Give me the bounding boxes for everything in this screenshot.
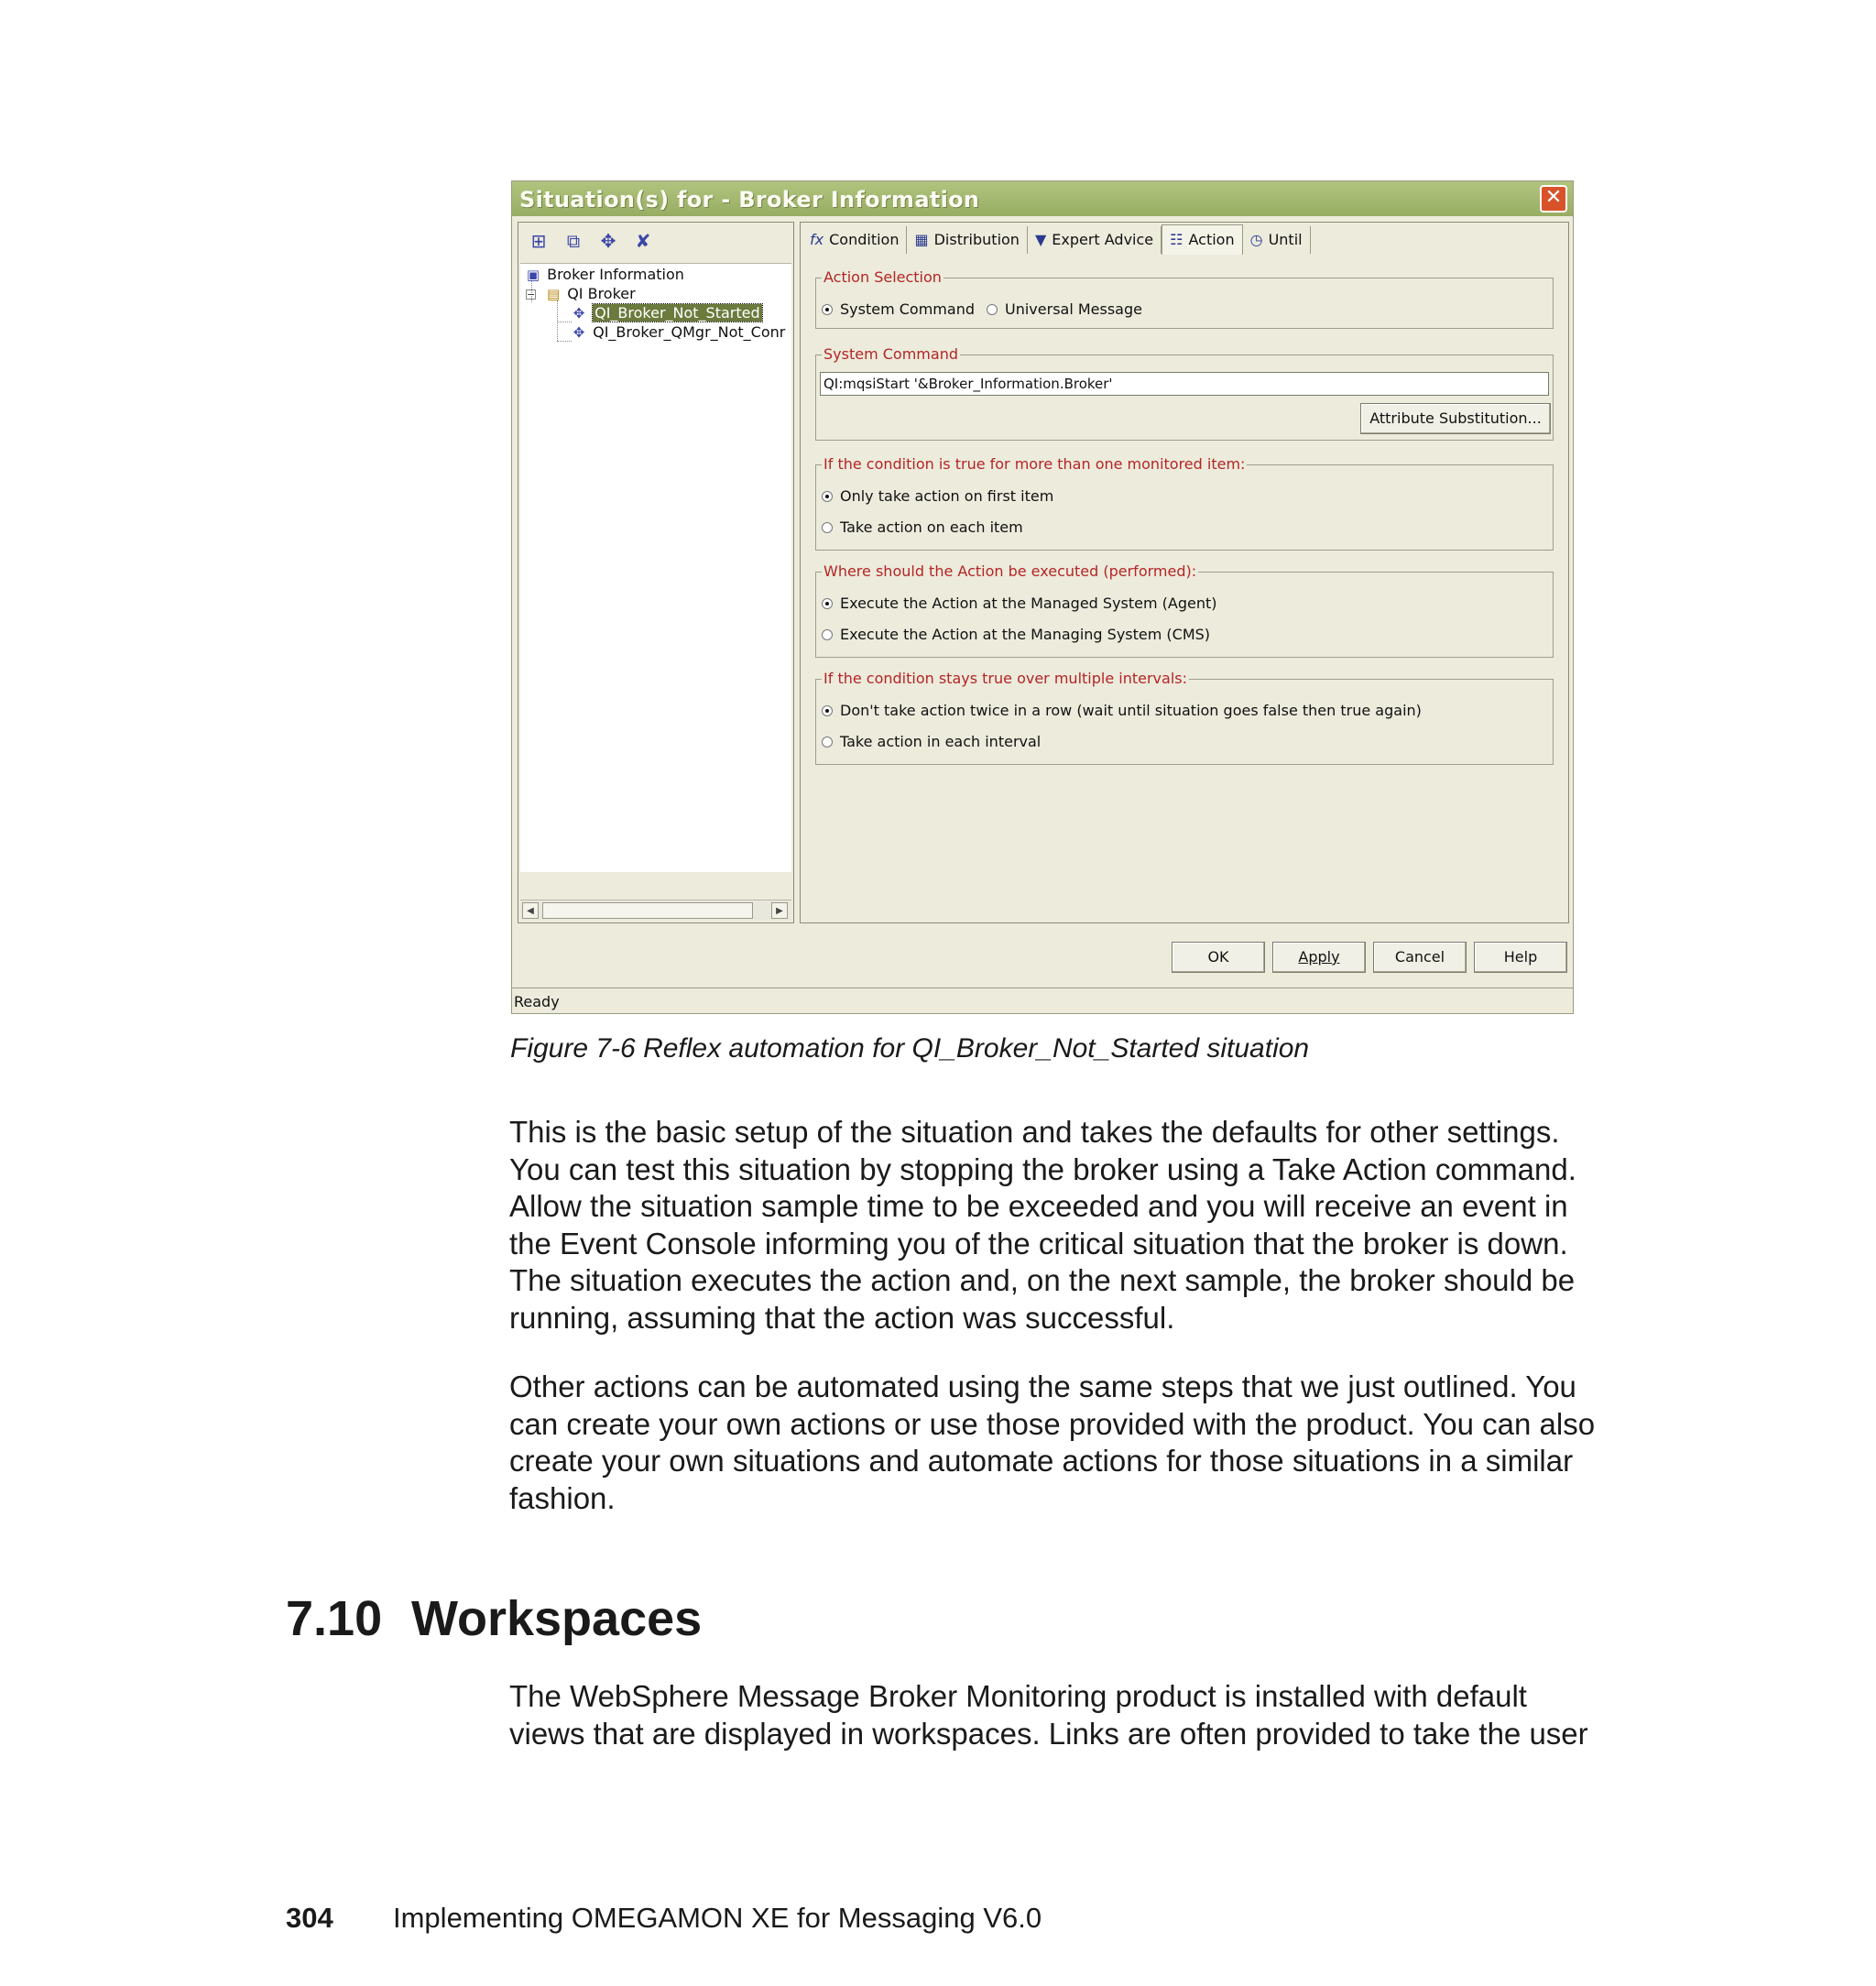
radio-indicator[interactable]: [822, 737, 833, 747]
scroll-right-icon[interactable]: ▶: [771, 902, 788, 919]
section-number: 7.10: [286, 1591, 383, 1646]
tab-label: Action: [1188, 231, 1235, 248]
copy-situation-icon[interactable]: ⧉: [566, 230, 581, 252]
tree-root[interactable]: [524, 266, 684, 284]
tab-expert-advice[interactable]: [1028, 226, 1162, 254]
scroll-thumb[interactable]: [542, 902, 753, 919]
situation-icon: ✥: [573, 305, 585, 322]
text-line: Allow the situation sample time to be exceeded and you will receive an event in: [509, 1189, 1568, 1224]
situation-icon: ✥: [573, 324, 585, 341]
radio-label: Don't take action twice in a row (wait until situation goes false then true again): [840, 702, 1422, 719]
radio-indicator[interactable]: [822, 522, 833, 533]
tree-item-label: QI_Broker_QMgr_Not_Conr: [593, 323, 786, 341]
attribute-substitution-button[interactable]: Attribute Substitution...: [1360, 403, 1551, 434]
paragraph-2: [509, 1369, 1663, 1517]
tab-bar: [802, 226, 1311, 256]
folder-icon: ▤: [547, 286, 561, 302]
action-selection-group: [815, 268, 1554, 329]
text-line: The situation executes the action and, on the next sample, the broker should be: [509, 1263, 1576, 1298]
page-footer: [286, 1902, 1042, 1935]
no-repeat-action-radio[interactable]: [822, 702, 1422, 719]
tree-group[interactable]: [526, 285, 636, 303]
monitor-icon: ▣: [526, 267, 540, 283]
help-button[interactable]: Help: [1474, 942, 1567, 973]
dialog-title: Situation(s) for - Broker Information: [519, 187, 980, 213]
tab-label: Distribution: [933, 231, 1020, 248]
radio-label: Take action in each interval: [840, 733, 1042, 750]
system-command-input[interactable]: QI:mqsiStart '&Broker_Information.Broker': [820, 372, 1549, 396]
ok-button[interactable]: OK: [1172, 942, 1265, 973]
tree-item-broker-qmgr[interactable]: [570, 323, 785, 342]
group-legend: System Command: [823, 345, 958, 363]
group-legend: Where should the Action be executed (performed):: [823, 562, 1197, 580]
distribution-icon: ▦: [914, 231, 929, 248]
tab-action[interactable]: [1162, 224, 1242, 255]
situation-dialog: [511, 180, 1574, 1014]
tab-label: Until: [1268, 231, 1303, 248]
system-command-radio[interactable]: [822, 300, 975, 318]
radio-indicator[interactable]: [822, 598, 833, 609]
tree-group-label: QI Broker: [567, 285, 636, 302]
radio-indicator[interactable]: [822, 491, 833, 502]
tree-root-label: Broker Information: [547, 266, 684, 283]
multiple-items-group: [815, 455, 1554, 551]
group-legend: Action Selection: [823, 268, 942, 286]
radio-label: Execute the Action at the Managing System (CMS): [840, 626, 1211, 643]
managing-system-radio[interactable]: [822, 626, 1210, 643]
text-line: Other actions can be automated using the same steps that we just outlined. You: [509, 1369, 1576, 1403]
text-line: You can test this situation by stopping the broker using a Take Action command.: [509, 1151, 1576, 1186]
system-command-group: [815, 345, 1554, 441]
status-bar: Ready: [512, 988, 1573, 1013]
radio-indicator[interactable]: [822, 629, 833, 640]
book-title: Implementing OMEGAMON XE for Messaging V6.0: [393, 1902, 1042, 1934]
text-line: This is the basic setup of the situation and takes the defaults for other settings.: [509, 1115, 1560, 1149]
new-situation-icon[interactable]: ⊞: [530, 230, 547, 252]
delete-situation-icon[interactable]: ✘: [635, 230, 651, 252]
tab-condition[interactable]: [802, 226, 907, 254]
apply-button[interactable]: Apply: [1272, 942, 1366, 973]
text-line: fashion.: [509, 1480, 616, 1515]
radio-indicator[interactable]: [822, 304, 833, 315]
section-heading: [286, 1590, 702, 1647]
fx-icon: fx: [810, 231, 824, 248]
execution-location-group: [815, 562, 1554, 658]
intervals-group: [815, 670, 1554, 765]
close-icon[interactable]: ✕: [1540, 185, 1567, 213]
tree-horizontal-scrollbar[interactable]: [520, 900, 791, 921]
tree-item-label: QI_Broker_Not_Started: [594, 304, 760, 322]
text-line: create your own situations and automate actions for those situations in a similar: [509, 1444, 1574, 1479]
collapse-icon[interactable]: −: [527, 289, 536, 300]
paragraph-3: [509, 1678, 1663, 1752]
each-interval-radio[interactable]: [822, 733, 1041, 750]
universal-message-radio[interactable]: [987, 300, 1142, 318]
tab-label: Condition: [829, 231, 900, 248]
radio-label: Execute the Action at the Managed System (Agent): [840, 595, 1217, 612]
scroll-left-icon[interactable]: ◀: [522, 902, 539, 919]
graduation-cap-icon: ▼: [1034, 231, 1047, 248]
radio-label: Take action on each item: [840, 518, 1023, 536]
radio-label: Universal Message: [1005, 300, 1142, 318]
tree-item-broker-not-started[interactable]: [570, 304, 762, 322]
page-number: 304: [286, 1902, 333, 1934]
tab-distribution[interactable]: [907, 226, 1027, 254]
each-item-radio[interactable]: [822, 518, 1023, 536]
create-another-icon[interactable]: ✥: [600, 230, 616, 252]
figure-caption: Figure 7-6 Reflex automation for QI_Broker_Not_Started situation: [510, 1033, 1310, 1064]
managed-system-radio[interactable]: [822, 595, 1217, 612]
until-icon: ◷: [1249, 231, 1263, 248]
tree-toolbar: [526, 228, 656, 259]
section-title: Workspaces: [411, 1591, 703, 1646]
situation-editor-pane: [800, 222, 1569, 923]
first-item-radio[interactable]: [822, 487, 1053, 505]
action-icon: ☷: [1170, 231, 1183, 248]
radio-label: System Command: [840, 300, 975, 318]
text-line: views that are displayed in workspaces. Links are often provided to take the user: [509, 1716, 1588, 1751]
text-line: the Event Console informing you of the critical situation that the broker is down.: [509, 1226, 1568, 1260]
cancel-button[interactable]: Cancel: [1373, 942, 1467, 973]
group-legend: If the condition stays true over multiple intervals:: [823, 670, 1187, 687]
group-legend: If the condition is true for more than one monitored item:: [823, 455, 1246, 473]
tab-label: Expert Advice: [1052, 231, 1154, 248]
paragraph-1: [509, 1114, 1663, 1337]
dialog-titlebar[interactable]: [512, 181, 1573, 216]
text-line: running, assuming that the action was successful.: [509, 1300, 1175, 1335]
situation-tree: [520, 263, 791, 872]
situation-tree-pane: [518, 222, 794, 923]
radio-indicator[interactable]: [822, 705, 833, 716]
tab-until[interactable]: [1243, 226, 1311, 254]
radio-label: Only take action on first item: [840, 487, 1054, 505]
text-line: The WebSphere Message Broker Monitoring product is installed with default: [509, 1679, 1527, 1713]
text-line: can create your own actions or use those provided with the product. You can also: [509, 1406, 1596, 1441]
radio-indicator[interactable]: [987, 304, 998, 315]
